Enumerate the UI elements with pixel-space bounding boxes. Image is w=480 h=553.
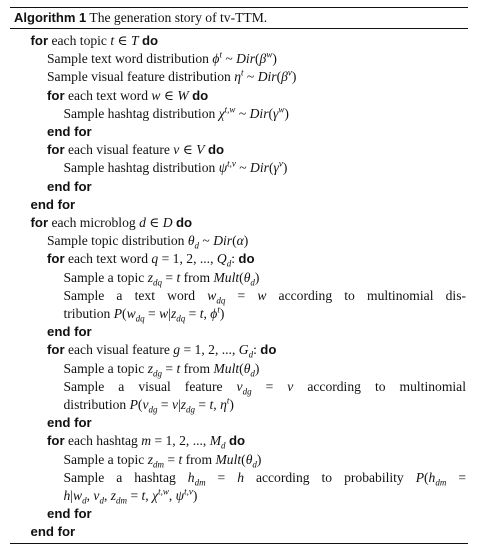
bottom-rule [10, 543, 468, 544]
algorithm-line: Sample a topic $z_{dg} = t$ from $Mult(\theta_d)$ [63, 360, 260, 379]
algorithm-line: end for [30, 524, 76, 540]
algorithm-line: Sample hashtag distribution $\chi^{t,w}$ ~ $Dir(\gamma^w)$ [63, 104, 289, 121]
algorithm-line: end for [47, 415, 92, 431]
algorithm-line: Sample text word distribution $\phi^t$ ~ $Dir(\beta^w)$ [47, 49, 277, 67]
algorithm-line: for each text word w ∈ W do [47, 87, 209, 103]
algorithm-line: end for [47, 324, 92, 340]
algorithm-line: tribution $P(w_{dq} = w|z_{dq} = t$, $\phi^t$) [63, 304, 225, 324]
algorithm-line: Sample topic distribution $\theta_d$ ~ Dir(α) [47, 233, 249, 251]
algorithm-line: end for [47, 506, 92, 522]
algorithm-line: for each topic t ∈ T do [30, 33, 159, 48]
algorithm-line: end for [47, 178, 92, 194]
algorithm-box [10, 6, 468, 544]
algorithm-line: distribution $P(v_{dg} = v|z_{dg} = t$, $\eta^t$) [63, 395, 234, 415]
algorithm-line: Sample a text word $w_{dq} = w$ according to multinomial dis- [63, 287, 467, 306]
algorithm-line: end for [47, 124, 92, 139]
algorithm-line: for each text word q = 1, 2, ..., $Q_d$: do [47, 251, 255, 270]
algorithm-caption [14, 9, 267, 27]
algorithm-line: Sample a hashtag $h_{dm} = h$ according to probability $P(h_{dm}$ = [63, 469, 466, 488]
algorithm-line: Sample hashtag distribution $\psi^{t,v}$ ~ $Dir(\gamma^v)$ [63, 158, 288, 176]
algorithm-line: for each visual feature v ∈ V do [47, 142, 225, 158]
algorithm-line: end for [30, 196, 76, 212]
algorithm-label: Algorithm 1 [14, 10, 87, 25]
algorithm-title: The generation story of tv-TTM. [89, 10, 268, 25]
algorithm-line: for each visual feature g = 1, 2, ..., $G_d$: do [47, 342, 277, 361]
algorithm-line: Sample a visual feature $v_{dg} = v$ according to multinomial [63, 378, 466, 397]
algorithm-line: for each hashtag m = 1, 2, ..., $M_d$ do [47, 433, 246, 452]
algorithm-line: for each microblog d ∈ D do [30, 215, 193, 230]
algorithm-line: $h|w_d$, $v_d$, $z_{dm} = t$, $\chi^{t,w}$, $\psi^{t,v}$) [63, 486, 198, 506]
algorithm-line: Sample a topic $z_{dm} = t$ from $Mult(\theta_d)$ [63, 451, 262, 470]
caption-rule [10, 28, 468, 29]
algorithm-line: Sample a topic $z_{dq} = t$ from $Mult(\theta_d)$ [63, 269, 260, 288]
algorithm-line: Sample visual feature distribution $\eta^t$ ~ $Dir(\beta^v)$ [47, 67, 297, 85]
top-rule [10, 7, 468, 8]
